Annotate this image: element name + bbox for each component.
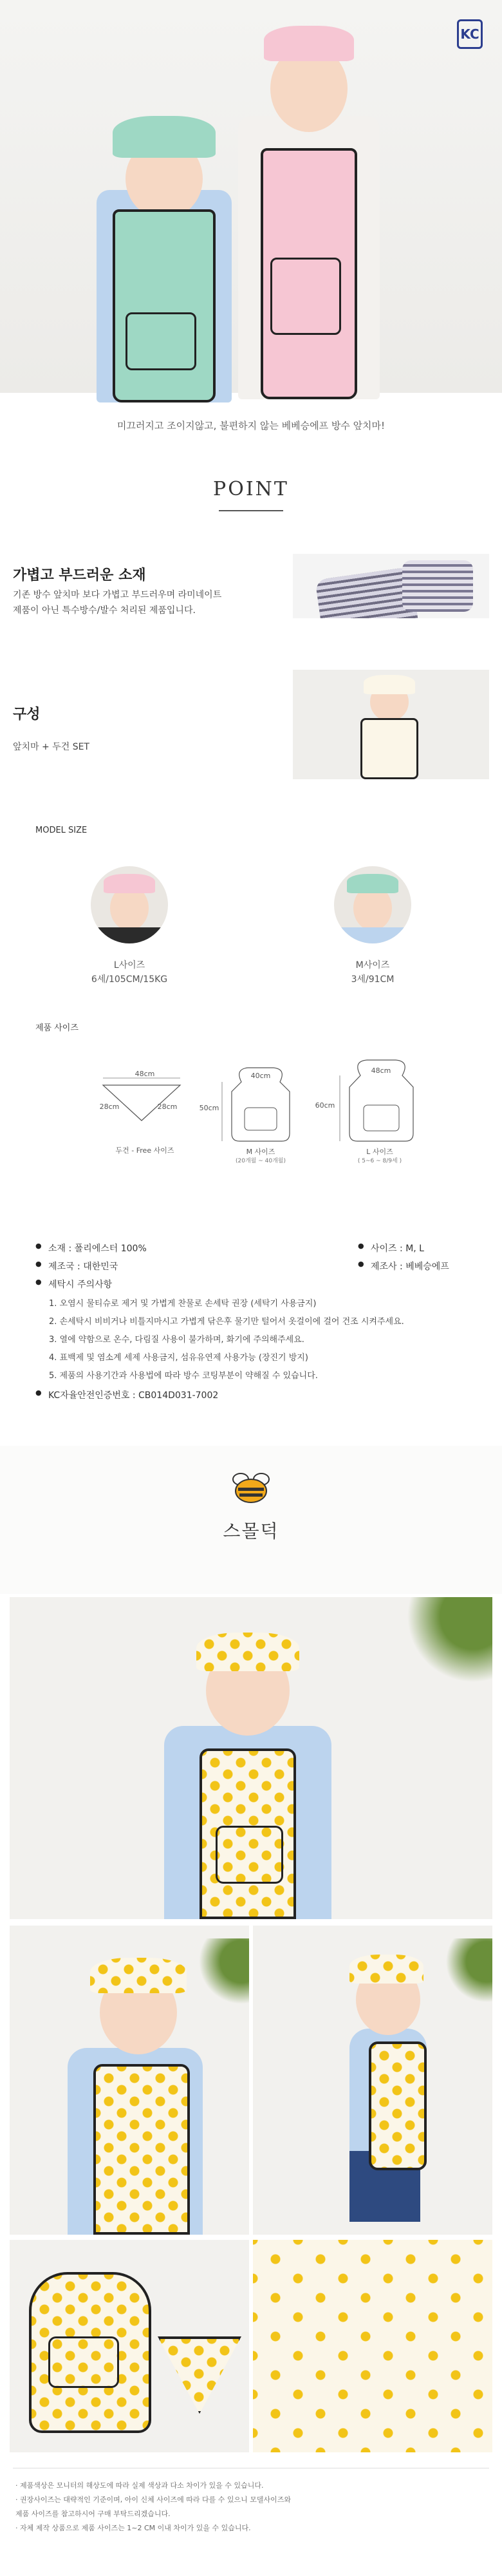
scarf-dim-right: 28cm (157, 1103, 178, 1111)
model-size-heading: MODEL SIZE (35, 826, 88, 835)
composition-photo (293, 670, 489, 779)
care-item-1: 1. 오염시 물티슈로 제거 및 가볍게 찬물로 손세탁 권장 (세탁기 사용금지) (49, 1299, 317, 1309)
care-item-3: 3. 열에 약함으로 온수, 다림질 사용이 불가하며, 화기에 주의해주세요. (49, 1335, 304, 1345)
feature-desc-line1: 기존 방수 앞치마 보다 가볍고 부드러우며 라미네이트 (13, 590, 222, 600)
m-apron-size-sub: (20개월 ~ 40개월) (236, 1158, 286, 1164)
spec-care-title: ● 세탁시 주의사항 (48, 1278, 112, 1291)
note-4: · 자체 제작 상품으로 제품 사이즈는 1~2 CM 이내 차이가 있을 수 있습니다. (15, 2524, 251, 2532)
model-size-l-info: 6세/105CM/15KG (91, 974, 168, 985)
hero-photo (0, 0, 502, 393)
fabric-swatch-photo (293, 554, 489, 618)
m-apron-size-label: M 사이즈 (246, 1148, 275, 1156)
l-apron-size-label: L 사이즈 (366, 1148, 393, 1156)
spec-material: ● 소재 : 폴리에스터 100% (48, 1242, 147, 1255)
care-item-2: 2. 손세탁시 비비거나 비틀지마시고 가볍게 닦은후 물기만 털어서 옷걸이에 걸어 건조 시켜주세요. (49, 1317, 404, 1327)
spec-size: ● 사이즈 : M, L (371, 1242, 424, 1255)
note-3: 제품 사이즈를 참고하시어 구매 부탁드리겠습니다. (15, 2510, 171, 2518)
point-heading: POINT (213, 478, 289, 500)
spec-kc-number: ● KC자율안전인증번호 : CB014D031-7002 (48, 1388, 218, 1401)
duck-apron-photo-3 (253, 1926, 492, 2235)
scarf-dim-left: 28cm (99, 1103, 120, 1111)
care-item-4: 4. 표백제 및 염소계 세제 사용금지, 섬유유연제 사용가능 (장진기 방지) (49, 1353, 308, 1363)
m-apron-dim-height: 50cm (199, 1104, 219, 1112)
feature-title-material: 가볍고 부드러운 소재 (13, 567, 146, 583)
girl-model-figure (238, 26, 380, 393)
model-photo-m (334, 866, 411, 943)
note-1: · 제품색상은 모니터의 해상도에 따라 실제 색상과 다소 차이가 있을 수 있습니다. (15, 2481, 264, 2490)
l-apron-dim-height: 60cm (315, 1101, 335, 1110)
spec-origin: ● 제조국 : 대한민국 (48, 1260, 118, 1273)
point-underline (219, 510, 283, 511)
care-item-5: 5. 제품의 사용기간과 사용법에 따라 방수 코팅부분이 약해질 수 있습니다. (49, 1371, 318, 1381)
l-apron-size-sub: ( 5~6 ~ 8/9세 ) (357, 1158, 402, 1164)
spec-maker: ● 제조사 : 베베승에프 (371, 1260, 449, 1273)
model-size-m-info: 3세/91CM (351, 974, 395, 985)
feature-desc-line2: 제품이 아닌 특수방수/발수 처리된 제품입니다. (13, 605, 196, 616)
model-size-l-label: L사이즈 (113, 960, 145, 971)
model-photo-l (91, 866, 168, 943)
boy-model-figure (90, 113, 238, 393)
kc-certification-icon: KC (457, 19, 483, 49)
brand-name: 스몰덕 (223, 1520, 279, 1542)
bee-logo-icon (229, 1470, 273, 1505)
duck-apron-photo-1 (10, 1597, 492, 1919)
duck-fabric-closeup-photo (253, 2240, 492, 2452)
model-size-m-label: M사이즈 (355, 960, 390, 971)
scarf-dim-width: 48cm (135, 1070, 155, 1078)
scarf-size-label: 두건 - Free 사이즈 (115, 1146, 174, 1155)
l-apron-dim-width: 48cm (371, 1066, 391, 1075)
m-apron-dim-width: 40cm (250, 1072, 271, 1080)
duck-apron-photo-2 (10, 1926, 249, 2235)
feature-title-composition: 구성 (13, 706, 41, 723)
product-size-heading: 제품 사이즈 (35, 1023, 79, 1033)
note-2: · 권장사이즈는 대략적인 기준이며, 아이 신체 사이즈에 따라 다를 수 있으니 모델사이즈와 (15, 2496, 291, 2504)
feature-desc-composition: 앞치마 + 두건 SET (13, 742, 89, 752)
hero-caption: 미끄러지고 조이지않고, 불편하지 않는 베베승에프 방수 앞치마! (116, 420, 386, 431)
duck-apron-flatlay-photo (10, 2240, 249, 2452)
